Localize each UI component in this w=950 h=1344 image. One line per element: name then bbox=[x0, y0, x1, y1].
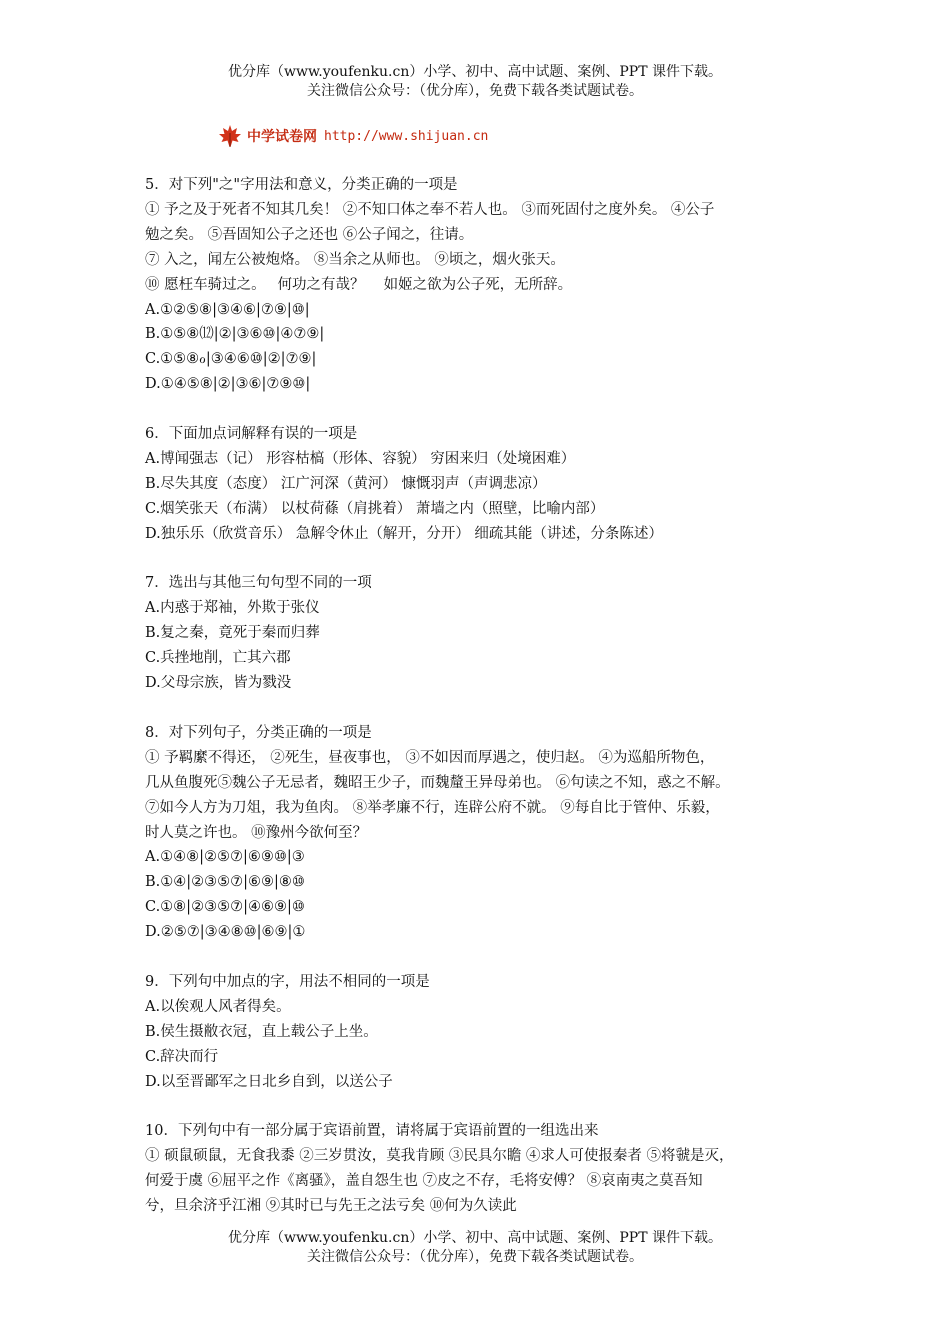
question-stem: 10．下列句中有一部分属于宾语前置，请将属于宾语前置的一组选出来 bbox=[145, 1123, 599, 1140]
question-line: D.以至晋鄙军之日北乡自到，以送公子 bbox=[145, 1073, 393, 1090]
question-line: B.①⑤⑧⑿|②|③⑥⑩|④⑦⑨| bbox=[145, 326, 325, 343]
question-line: A.①④⑧|②⑤⑦|⑥⑨⑩|③ bbox=[145, 849, 305, 866]
question-line: D.父母宗族，皆为戮没 bbox=[145, 675, 292, 692]
question-line: 兮，旦余济乎江湘 ⑨其时已与先王之法亏矣 ⑩何为久读此 bbox=[145, 1198, 517, 1215]
question-block bbox=[145, 1119, 825, 1219]
question-stem: 5．对下列"之"字用法和意义，分类正确的一项是 bbox=[145, 177, 458, 193]
question-line: 勉之矣。 ⑤吾固知公子之还也 ⑥公子闻之，往请。 bbox=[145, 226, 474, 243]
footer-line-1: 优分库（www.youfenku.cn）小学、初中、高中试题、案例、PPT 课件下载。 bbox=[227, 1230, 722, 1246]
question-list bbox=[145, 173, 825, 1219]
question-block bbox=[145, 571, 825, 696]
question-spacer bbox=[145, 696, 825, 721]
question-line: A.①②⑤⑧|③④⑥|⑦⑨|⑩| bbox=[145, 301, 310, 318]
page-footer bbox=[0, 1229, 950, 1267]
question-line: C.①⑧|②③⑤⑦|④⑥⑨|⑩ bbox=[145, 899, 305, 916]
question-block bbox=[145, 422, 825, 547]
question-line: ① 予羁縻不得还， ②死生，昼夜事也， ③不如因而厚遇之，使归赵。 ④为巡船所物色， bbox=[145, 749, 715, 766]
question-line: D.②⑤⑦|③④⑧⑩|⑥⑨|① bbox=[145, 924, 306, 941]
question-line: C.①⑤⑧ℴ|③④⑥⑩|②|⑦⑨| bbox=[145, 351, 317, 368]
question-stem: 9．下列句中加点的字，用法不相同的一项是 bbox=[145, 973, 430, 990]
question-line: B.①④|②③⑤⑦|⑥⑨|⑧⑩ bbox=[145, 874, 305, 891]
question-stem: 6．下面加点词解释有误的一项是 bbox=[145, 426, 358, 443]
site-logo[interactable] bbox=[218, 122, 488, 150]
maple-leaf-icon bbox=[218, 124, 242, 148]
question-line: ① 予之及于死者不知其几矣！ ②不知口体之奉不若人也。 ③而死固付之度外矣。 ④公子 bbox=[145, 201, 715, 218]
question-block bbox=[145, 173, 825, 397]
question-line: A.博闻强志（记） 形容枯槁（形体、容貌） 穷困来归（处境困难） bbox=[145, 450, 576, 467]
question-stem: 8．对下列句子，分类正确的一项是 bbox=[145, 724, 372, 741]
header-line-1: 优分库（www.youfenku.cn）小学、初中、高中试题、案例、PPT 课件下载。 bbox=[227, 64, 722, 80]
question-line: 几从鱼腹死⑤魏公子无忌者，魏昭王少子，而魏釐王异母弟也。 ⑥句读之不知，惑之不解。 bbox=[145, 774, 730, 791]
page-header bbox=[0, 63, 950, 101]
question-line: B.侯生摄敝衣冠，直上载公子上坐。 bbox=[145, 1023, 378, 1040]
question-line: B.复之秦，竟死于秦而归葬 bbox=[145, 625, 320, 642]
question-line: B.尽失其度（态度） 江广河深（黄河） 慷慨羽声（声调悲凉） bbox=[145, 475, 547, 492]
question-line: 时人莫之许也。 ⑩豫州今欲何至？ bbox=[145, 824, 368, 841]
question-line: ① 硕鼠硕鼠，无食我黍 ②三岁贯汝，莫我肯顾 ③民具尔瞻 ④求人可使报秦者 ⑤将虢是灭， bbox=[145, 1148, 734, 1165]
question-spacer bbox=[145, 1094, 825, 1119]
question-line: C.辞决而行 bbox=[145, 1048, 219, 1065]
question-block bbox=[145, 970, 825, 1095]
question-line: ⑦如今人方为刀俎，我为鱼肉。 ⑧举孝廉不行，连辟公府不就。 ⑨每自比于管仲、乐毅， bbox=[145, 799, 720, 816]
question-line: C.兵挫地削，亡其六郡 bbox=[145, 650, 291, 667]
question-spacer bbox=[145, 547, 825, 572]
footer-line-2: 关注微信公众号：（优分库），免费下载各类试题试卷。 bbox=[307, 1249, 643, 1265]
question-line: ⑩ 愿枉车骑过之。 何功之有哉？ 如姬之欲为公子死，无所辞。 bbox=[145, 276, 573, 293]
question-line: D.独乐乐（欣赏音乐） 急解令休止（解开，分开） 细疏其能（讲述，分条陈述） bbox=[145, 525, 663, 542]
question-stem: 7．选出与其他三句句型不同的一项 bbox=[145, 575, 372, 592]
question-line: A.以俟观人风者得矣。 bbox=[145, 998, 291, 1015]
logo-url-link[interactable]: http://www.shijuan.cn bbox=[324, 128, 489, 144]
question-spacer bbox=[145, 945, 825, 970]
header-line-2: 关注微信公众号：（优分库），免费下载各类试题试卷。 bbox=[307, 83, 643, 99]
logo-text: 中学试卷网 bbox=[247, 129, 317, 145]
question-line: C.烟笑张天（布满） 以杖荷蓧（肩挑着） 萧墙之内（照壁，比喻内部） bbox=[145, 500, 605, 517]
question-line: A.内惑于郑袖，外欺于张仪 bbox=[145, 600, 320, 617]
question-line: ⑦ 入之，闻左公被炮烙。 ⑧当余之从师也。 ⑨顷之，烟火张天。 bbox=[145, 251, 565, 268]
question-block bbox=[145, 721, 825, 945]
question-line: 何爱于虞 ⑥屈平之作《离骚》，盖自怨生也 ⑦皮之不存，毛将安傅？ ⑧哀南夷之莫吾知 bbox=[145, 1173, 703, 1190]
question-spacer bbox=[145, 397, 825, 422]
question-line: D.①④⑤⑧|②|③⑥|⑦⑨⑩| bbox=[145, 376, 311, 393]
